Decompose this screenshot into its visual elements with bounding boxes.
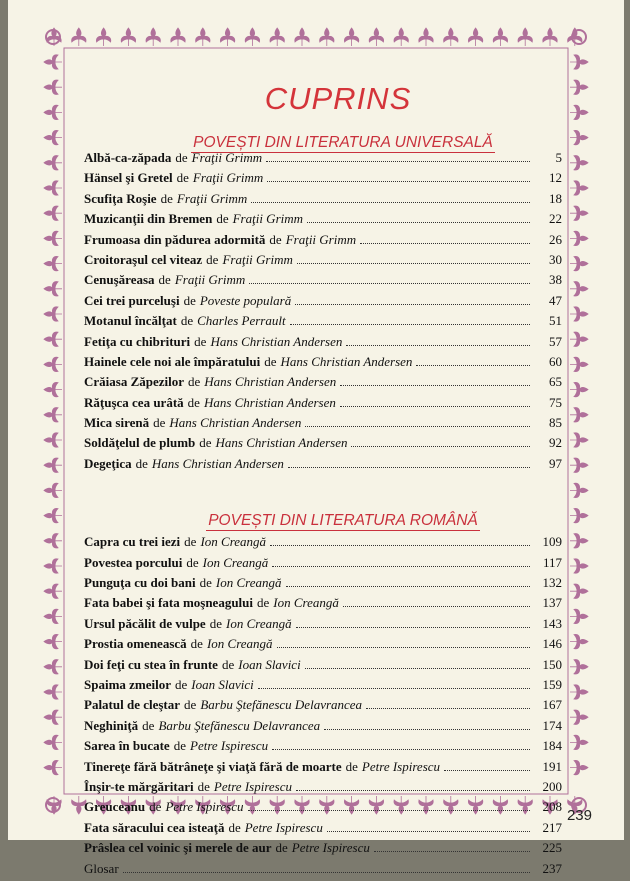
toc-entry bbox=[84, 374, 562, 394]
entry-connector: de bbox=[176, 170, 189, 186]
dot-leader bbox=[286, 586, 530, 587]
entry-title: Tinereţe fără bătrâneţe şi viaţă fără de moarte bbox=[84, 758, 342, 774]
book-page bbox=[8, 0, 624, 876]
dot-leader bbox=[288, 467, 530, 468]
dot-leader bbox=[351, 446, 530, 447]
entry-author: Petre Ispirescu bbox=[165, 799, 244, 815]
dot-leader bbox=[248, 810, 530, 811]
toc-entry bbox=[84, 595, 562, 615]
fleur-ornament bbox=[570, 206, 588, 220]
entry-page: 5 bbox=[555, 150, 562, 165]
entry-connector: de bbox=[184, 697, 197, 713]
fleur-ornament bbox=[44, 735, 62, 749]
entry-author: Fraţii Grimm bbox=[222, 251, 293, 267]
fleur-ornament bbox=[493, 28, 507, 46]
entry-page: 167 bbox=[542, 697, 562, 713]
dot-leader bbox=[340, 385, 530, 386]
entry-title: Crăiasa Zăpezilor bbox=[84, 374, 185, 390]
fleur-ornament bbox=[44, 508, 62, 522]
entry-author: Fraţii Grimm bbox=[174, 272, 246, 288]
dot-leader bbox=[267, 181, 530, 182]
entry-author: Charles Perrault bbox=[197, 313, 286, 329]
section-romanian bbox=[84, 504, 562, 534]
fleur-ornament bbox=[44, 634, 62, 648]
fleur-ornament bbox=[220, 28, 234, 46]
toc-entry bbox=[84, 759, 562, 779]
toc-entry bbox=[84, 272, 562, 292]
entry-author: Fraţii Grimm bbox=[176, 190, 248, 206]
fleur-ornament bbox=[468, 28, 482, 46]
dot-leader bbox=[366, 708, 530, 709]
entry-title: Prâslea cel voinic şi merele de aur bbox=[84, 840, 272, 856]
fleur-ornament bbox=[369, 28, 383, 46]
toc-entry bbox=[84, 657, 562, 677]
fleur-ornament bbox=[570, 760, 588, 774]
entry-title: Sarea în bucate bbox=[84, 738, 170, 754]
fleur-ornament bbox=[44, 181, 62, 195]
toc-entry bbox=[84, 677, 562, 697]
entry-page: 51 bbox=[549, 313, 562, 329]
entry-connector: de bbox=[228, 819, 241, 835]
fleur-ornament bbox=[570, 534, 588, 548]
fleur-ornament bbox=[44, 685, 62, 699]
fleur-ornament bbox=[570, 231, 588, 245]
fleur-ornament bbox=[44, 357, 62, 371]
fleur-ornament bbox=[121, 28, 135, 46]
dot-leader bbox=[297, 263, 530, 264]
dot-leader bbox=[343, 606, 530, 607]
entry-author: Fraţii Grimm bbox=[232, 211, 304, 227]
dot-leader bbox=[272, 749, 530, 750]
fleur-ornament bbox=[570, 357, 588, 371]
entry-page: 174 bbox=[542, 717, 562, 733]
entry-page: 97 bbox=[549, 455, 562, 471]
toc-entry bbox=[84, 150, 562, 170]
fleur-ornament bbox=[44, 282, 62, 296]
fleur-ornament bbox=[44, 458, 62, 472]
fleur-ornament bbox=[570, 256, 588, 270]
entry-page: 200 bbox=[542, 778, 562, 794]
fleur-ornament bbox=[570, 735, 588, 749]
entry-page: 143 bbox=[542, 615, 562, 631]
entry-connector: de bbox=[187, 394, 200, 410]
entry-page: 117 bbox=[542, 554, 562, 570]
dot-leader bbox=[360, 243, 530, 244]
fleur-ornament bbox=[570, 181, 588, 195]
dot-leader bbox=[249, 283, 530, 284]
fleur-ornament bbox=[570, 307, 588, 321]
entry-page: 22 bbox=[549, 211, 562, 227]
fleur-ornament bbox=[570, 584, 588, 598]
toc-entry bbox=[84, 170, 562, 190]
entry-author: Petre Ispirescu bbox=[190, 738, 269, 754]
entry-page: 60 bbox=[549, 353, 562, 369]
entry-connector: de bbox=[269, 231, 282, 247]
fleur-ornament bbox=[570, 55, 588, 69]
dot-leader bbox=[272, 566, 530, 567]
fleur-ornament bbox=[146, 28, 160, 46]
dot-leader bbox=[307, 222, 530, 223]
entry-title: Cei trei purceluşi bbox=[84, 292, 180, 308]
toc-entry bbox=[84, 738, 562, 758]
entry-page: 92 bbox=[549, 435, 562, 451]
entry-author: Ioan Slavici bbox=[238, 656, 301, 672]
fleur-ornament bbox=[171, 28, 185, 46]
entry-title: Fetiţa cu chibrituri bbox=[84, 333, 191, 349]
fleur-ornament bbox=[44, 534, 62, 548]
entry-author: Petre Ispirescu bbox=[291, 840, 370, 856]
entry-title: Hänsel şi Gretel bbox=[84, 170, 173, 186]
fleur-ornament bbox=[570, 382, 588, 396]
entry-author: Barbu Ştefănescu Delavrancea bbox=[158, 717, 321, 733]
entry-title: Hainele cele noi ale împăratului bbox=[84, 353, 261, 369]
toc-entry bbox=[84, 820, 562, 840]
entry-connector: de bbox=[264, 353, 277, 369]
entry-title: Înşir-te mărgăritari bbox=[84, 778, 194, 794]
entry-connector: de bbox=[149, 799, 162, 815]
toc-entry bbox=[84, 334, 562, 354]
entry-page: 57 bbox=[549, 333, 562, 349]
toc-entry bbox=[84, 861, 562, 881]
entry-title: Motanul încălţat bbox=[84, 313, 177, 329]
fleur-ornament bbox=[72, 28, 86, 46]
entry-page: 184 bbox=[542, 738, 562, 754]
page-number: 239 bbox=[566, 807, 592, 824]
fleur-ornament bbox=[44, 130, 62, 144]
dot-leader bbox=[305, 668, 530, 669]
toc-entry bbox=[84, 840, 562, 860]
entry-page: 150 bbox=[542, 656, 562, 672]
entry-page: 75 bbox=[549, 394, 562, 410]
fleur-ornament bbox=[570, 559, 588, 573]
entry-page: 109 bbox=[542, 534, 562, 550]
dot-leader bbox=[277, 647, 530, 648]
entry-page: 191 bbox=[542, 758, 562, 774]
fleur-ornament bbox=[570, 282, 588, 296]
fleur-ornament bbox=[44, 408, 62, 422]
fleur-ornament bbox=[570, 508, 588, 522]
dot-leader bbox=[123, 872, 530, 873]
dot-leader bbox=[340, 406, 530, 407]
entry-connector: de bbox=[275, 840, 288, 856]
entry-connector: de bbox=[221, 656, 235, 672]
toc-entry bbox=[84, 779, 562, 799]
entry-page: 30 bbox=[549, 251, 562, 267]
fleur-ornament bbox=[570, 80, 588, 94]
section-title: POVEȘTI DIN LITERATURA UNIVERSALĂ bbox=[193, 134, 493, 151]
entry-title: Scufiţa Roşie bbox=[84, 190, 157, 206]
entry-connector: de bbox=[135, 455, 148, 471]
toc-entry bbox=[84, 252, 562, 272]
dot-leader bbox=[296, 790, 530, 791]
fleur-ornament bbox=[44, 231, 62, 245]
entry-author: Ion Creangă bbox=[273, 595, 339, 611]
toc-entry bbox=[84, 354, 562, 374]
dot-leader bbox=[251, 202, 530, 203]
entry-page: 85 bbox=[549, 415, 562, 431]
toc-entry bbox=[84, 697, 562, 717]
entry-connector: de bbox=[188, 374, 201, 390]
entry-title: Muzicanţii din Bremen bbox=[84, 211, 213, 227]
entry-connector: de bbox=[209, 615, 222, 631]
entry-connector: de bbox=[186, 554, 199, 570]
fleur-ornament bbox=[44, 307, 62, 321]
entry-connector: de bbox=[173, 738, 186, 754]
entry-title: Albă-ca-zăpada bbox=[84, 150, 172, 165]
toc-entry bbox=[84, 456, 562, 476]
toc-entry bbox=[84, 211, 562, 231]
entry-title: Spaima zmeilor bbox=[84, 676, 172, 692]
entry-author: Hans Christian Andersen bbox=[210, 333, 343, 349]
fleur-ornament bbox=[518, 28, 532, 46]
entry-title: Fata săracului cea isteaţă bbox=[84, 819, 225, 835]
entry-author: Hans Christian Andersen bbox=[203, 394, 336, 410]
dot-leader bbox=[444, 770, 530, 771]
entry-page: 137 bbox=[542, 595, 562, 611]
entry-title: Soldăţelul de plumb bbox=[84, 435, 196, 451]
dot-leader bbox=[295, 304, 530, 305]
entry-page: 18 bbox=[549, 190, 562, 206]
entry-author: Hans Christian Andersen bbox=[151, 455, 284, 471]
dot-leader bbox=[324, 729, 530, 730]
entry-author: Fraţii Grimm bbox=[192, 170, 264, 186]
entry-title: Doi feţi cu stea în frunte bbox=[84, 656, 218, 672]
entry-page: 65 bbox=[549, 374, 562, 390]
toc-entry bbox=[84, 575, 562, 595]
fleur-ornament bbox=[44, 660, 62, 674]
fleur-ornament bbox=[570, 105, 588, 119]
fleur-ornament bbox=[270, 28, 284, 46]
entry-author: Ion Creangă bbox=[226, 615, 292, 631]
fleur-ornament bbox=[44, 710, 62, 724]
fleur-ornament bbox=[44, 206, 62, 220]
fleur-ornament bbox=[44, 559, 62, 573]
fleur-ornament bbox=[295, 28, 309, 46]
entry-page: 237 bbox=[542, 860, 562, 876]
entry-author: Petre Ispirescu bbox=[361, 758, 441, 774]
entry-connector: de bbox=[184, 534, 197, 550]
entry-title: Cenuşăreasa bbox=[84, 272, 155, 288]
entry-connector: de bbox=[175, 150, 188, 165]
entry-author: Hans Christian Andersen bbox=[280, 353, 413, 369]
toc-entry bbox=[84, 555, 562, 575]
entry-title: Prostia omenească bbox=[84, 636, 187, 652]
entry-author: Hans Christian Andersen bbox=[215, 435, 348, 451]
fleur-ornament bbox=[570, 156, 588, 170]
entry-author: Fraţii Grimm bbox=[191, 150, 263, 165]
dot-leader bbox=[327, 831, 530, 832]
entry-title: Degeţica bbox=[84, 455, 132, 471]
dot-leader bbox=[266, 161, 530, 162]
entry-title: Răţuşca cea urâtă bbox=[84, 394, 184, 410]
entry-author: Ion Creangă bbox=[200, 534, 267, 550]
fleur-ornament bbox=[570, 130, 588, 144]
entry-title: Fata babei şi fata moşneagului bbox=[84, 595, 254, 611]
entry-title: Croitoraşul cel viteaz bbox=[84, 251, 203, 267]
toc-entry bbox=[84, 415, 562, 435]
toc-entry bbox=[84, 534, 562, 554]
toc-entry bbox=[84, 435, 562, 455]
entry-connector: de bbox=[216, 211, 229, 227]
fleur-ornament bbox=[570, 483, 588, 497]
toc-entry bbox=[84, 191, 562, 211]
entry-page: 146 bbox=[542, 636, 562, 652]
fleur-ornament bbox=[44, 584, 62, 598]
fleur-ornament bbox=[419, 28, 433, 46]
dot-leader bbox=[258, 688, 530, 689]
entry-page: 12 bbox=[549, 170, 562, 186]
entry-page: 47 bbox=[549, 292, 562, 308]
fleur-ornament bbox=[44, 55, 62, 69]
entry-title: Neghiniţă bbox=[84, 717, 139, 733]
entry-page: 26 bbox=[549, 231, 562, 247]
entry-connector: de bbox=[158, 272, 171, 288]
entry-page: 38 bbox=[549, 272, 562, 288]
fleur-ornament bbox=[44, 483, 62, 497]
entry-author: Ion Creangă bbox=[215, 575, 282, 591]
fleur-ornament bbox=[570, 433, 588, 447]
entry-author: Hans Christian Andersen bbox=[204, 374, 337, 390]
entry-author: Petre Ispirescu bbox=[244, 819, 323, 835]
entry-page: 225 bbox=[542, 840, 562, 856]
page-title: CUPRINS bbox=[264, 81, 412, 116]
entry-author: Ion Creangă bbox=[202, 554, 269, 570]
entry-connector: de bbox=[180, 313, 194, 329]
fleur-ornament bbox=[570, 685, 588, 699]
fleur-ornament bbox=[196, 28, 210, 46]
toc-entry bbox=[84, 718, 562, 738]
toc-entry bbox=[84, 799, 562, 819]
entries-list-romanian bbox=[84, 534, 562, 881]
entry-connector: de bbox=[142, 717, 155, 733]
dot-leader bbox=[305, 426, 530, 427]
fleur-ornament bbox=[96, 28, 110, 46]
entry-author: Ioan Slavici bbox=[191, 676, 254, 692]
entries-list-universal bbox=[84, 150, 562, 476]
toc-entry bbox=[84, 395, 562, 415]
entry-author: Ion Creangă bbox=[206, 636, 273, 652]
entry-page: 217 bbox=[542, 819, 562, 835]
entry-connector: de bbox=[199, 575, 212, 591]
fleur-ornament bbox=[570, 634, 588, 648]
entry-author: Poveste populară bbox=[199, 292, 292, 308]
toc-entry bbox=[84, 293, 562, 313]
entry-author: Petre Ispirescu bbox=[213, 778, 293, 794]
fleur-ornament bbox=[543, 28, 557, 46]
fleur-ornament bbox=[44, 256, 62, 270]
section-universal bbox=[84, 126, 562, 150]
entry-connector: de bbox=[194, 333, 207, 349]
fleur-ornament bbox=[44, 332, 62, 346]
entry-connector: de bbox=[206, 251, 219, 267]
entry-page: 159 bbox=[542, 676, 562, 692]
fleur-ornament bbox=[44, 760, 62, 774]
dot-leader bbox=[270, 545, 530, 546]
fleur-ornament bbox=[394, 28, 408, 46]
dot-leader bbox=[346, 345, 530, 346]
fleur-ornament bbox=[570, 408, 588, 422]
toc-entry bbox=[84, 636, 562, 656]
entry-title: Frumoasa din pădurea adormită bbox=[84, 231, 266, 247]
entry-connector: de bbox=[153, 415, 166, 431]
fleur-ornament bbox=[44, 105, 62, 119]
fleur-ornament bbox=[444, 28, 458, 46]
toc-entry bbox=[84, 313, 562, 333]
dot-leader bbox=[374, 851, 530, 852]
toc-entry bbox=[84, 616, 562, 636]
fleur-ornament bbox=[245, 28, 259, 46]
fleur-ornament bbox=[44, 80, 62, 94]
entry-title: Capra cu trei iezi bbox=[84, 534, 181, 550]
entry-author: Fraţii Grimm bbox=[285, 231, 357, 247]
entry-connector: de bbox=[345, 758, 358, 774]
entry-title: Mica sirenă bbox=[84, 415, 150, 431]
fleur-ornament bbox=[570, 609, 588, 623]
entry-connector: de bbox=[160, 190, 173, 206]
fleur-ornament bbox=[44, 433, 62, 447]
fleur-ornament bbox=[344, 28, 358, 46]
entry-title: Punguţa cu doi bani bbox=[84, 575, 196, 591]
dot-leader bbox=[290, 324, 530, 325]
toc-entry bbox=[84, 232, 562, 252]
entry-title: Glosar bbox=[84, 860, 119, 876]
entry-page: 132 bbox=[542, 575, 562, 591]
entry-connector: de bbox=[183, 292, 196, 308]
entry-connector: de bbox=[197, 778, 210, 794]
fleur-ornament bbox=[44, 382, 62, 396]
section-title: POVEȘTI DIN LITERATURA ROMÂNĂ bbox=[208, 512, 478, 530]
entry-title: Palatul de cleştar bbox=[84, 697, 181, 713]
entry-title: Ursul păcălit de vulpe bbox=[84, 615, 206, 631]
table-of-contents bbox=[84, 78, 562, 881]
entry-connector: de bbox=[257, 595, 270, 611]
dot-leader bbox=[416, 365, 530, 366]
entry-title: Povestea porcului bbox=[84, 554, 183, 570]
fleur-ornament bbox=[44, 156, 62, 170]
fleur-ornament bbox=[320, 28, 334, 46]
entry-connector: de bbox=[199, 435, 212, 451]
entry-page: 208 bbox=[542, 799, 562, 815]
entry-connector: de bbox=[190, 636, 203, 652]
fleur-ornament bbox=[570, 332, 588, 346]
fleur-ornament bbox=[570, 660, 588, 674]
fleur-ornament bbox=[44, 609, 62, 623]
entry-connector: de bbox=[175, 676, 188, 692]
dot-leader bbox=[296, 627, 530, 628]
entry-title: Greuceanu bbox=[84, 799, 146, 815]
fleur-ornament bbox=[570, 458, 588, 472]
fleur-ornament bbox=[570, 710, 588, 724]
entry-author: Hans Christian Andersen bbox=[169, 415, 302, 431]
entry-author: Barbu Ştefănescu Delavrancea bbox=[200, 697, 363, 713]
